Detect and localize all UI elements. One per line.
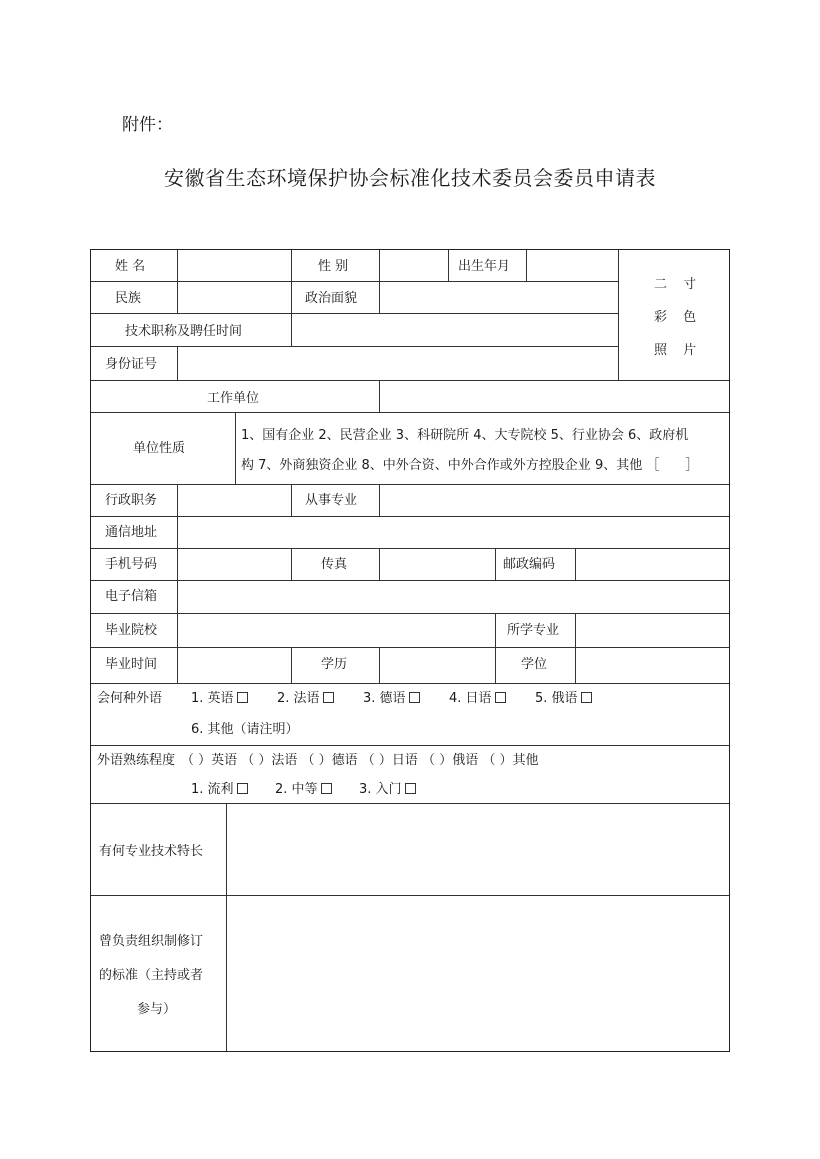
form-title: 安徽省生态环境保护协会标准化技术委员会委员申请表	[164, 166, 656, 190]
education-label: 学历	[321, 657, 348, 672]
proficiency-level-fluent[interactable]	[191, 782, 248, 798]
proficiency-level-basic[interactable]	[359, 782, 416, 798]
proficiency-languages: （ ）英语 （ ）法语 （ ）德语 （ ）日语 （ ）俄语 （ ）其他	[181, 753, 539, 768]
checkbox-icon	[237, 783, 248, 794]
mobile-label: 手机号码	[105, 557, 158, 572]
checkbox-icon	[581, 692, 592, 703]
fax-label: 传真	[321, 557, 348, 572]
unit-nature-options-line2: 构 7、外商独资企业 8、中外合资、中外合作或外方控股企业 9、其他 ［ ］	[241, 458, 699, 473]
degree-label: 学位	[521, 657, 548, 672]
title-time-label: 技术职称及聘任时间	[125, 324, 243, 339]
checkbox-icon	[495, 692, 506, 703]
unit-nature-label: 单位性质	[133, 441, 186, 456]
photo-line-3: 照 片	[654, 343, 703, 358]
checkbox-icon	[237, 692, 248, 703]
photo-line-2: 彩 色	[654, 310, 703, 325]
standards-label-line2: 的标准（主持或者	[99, 968, 204, 983]
name-label: 姓 名	[115, 259, 146, 274]
option-label: 2. 法语	[277, 691, 320, 706]
language-option-french[interactable]	[277, 691, 334, 707]
languages-label: 会何种外语	[97, 691, 163, 706]
address-label: 通信地址	[105, 525, 158, 540]
work-unit-label: 工作单位	[207, 391, 260, 406]
language-option-other: 6. 其他（请注明）	[191, 722, 299, 737]
standards-field[interactable]	[227, 896, 727, 1050]
checkbox-icon	[323, 692, 334, 703]
political-label: 政治面貌	[305, 291, 358, 306]
id-number-label: 身份证号	[105, 357, 158, 372]
birth-label: 出生年月	[458, 259, 511, 274]
gender-label: 性 别	[318, 259, 349, 274]
checkbox-icon	[409, 692, 420, 703]
photo-line-1: 二 寸	[654, 277, 703, 292]
standards-label-line1: 曾负责组织制修订	[99, 934, 204, 949]
school-label: 毕业院校	[105, 623, 158, 638]
email-label: 电子信箱	[105, 589, 158, 604]
proficiency-label: 外语熟练程度	[97, 753, 176, 768]
language-option-english[interactable]	[191, 691, 248, 707]
postcode-label: 邮政编码	[503, 557, 556, 572]
option-label: 5. 俄语	[535, 691, 578, 706]
expertise-label: 有何专业技术特长	[99, 844, 204, 859]
expertise-field[interactable]	[227, 804, 727, 894]
level-label: 2. 中等	[275, 782, 318, 797]
option-label: 3. 德语	[363, 691, 406, 706]
admin-position-label: 行政职务	[105, 493, 158, 508]
specialty-label: 从事专业	[305, 493, 358, 508]
option-label: 4. 日语	[449, 691, 492, 706]
level-label: 3. 入门	[359, 782, 402, 797]
ethnicity-label: 民族	[115, 291, 142, 306]
unit-nature-options-line1: 1、国有企业 2、民营企业 3、科研院所 4、大专院校 5、行业协会 6、政府机	[241, 428, 689, 443]
language-option-german[interactable]	[363, 691, 420, 707]
language-option-japanese[interactable]	[449, 691, 506, 707]
attachment-label: 附件：	[122, 115, 173, 135]
major-label: 所学专业	[507, 623, 560, 638]
level-label: 1. 流利	[191, 782, 234, 797]
proficiency-level-medium[interactable]	[275, 782, 332, 798]
grad-time-label: 毕业时间	[105, 657, 158, 672]
option-label: 1. 英语	[191, 691, 234, 706]
language-option-russian[interactable]	[535, 691, 592, 707]
checkbox-icon	[405, 783, 416, 794]
application-table	[90, 249, 730, 1052]
standards-label-line3: 参与）	[137, 1002, 177, 1017]
checkbox-icon	[321, 783, 332, 794]
